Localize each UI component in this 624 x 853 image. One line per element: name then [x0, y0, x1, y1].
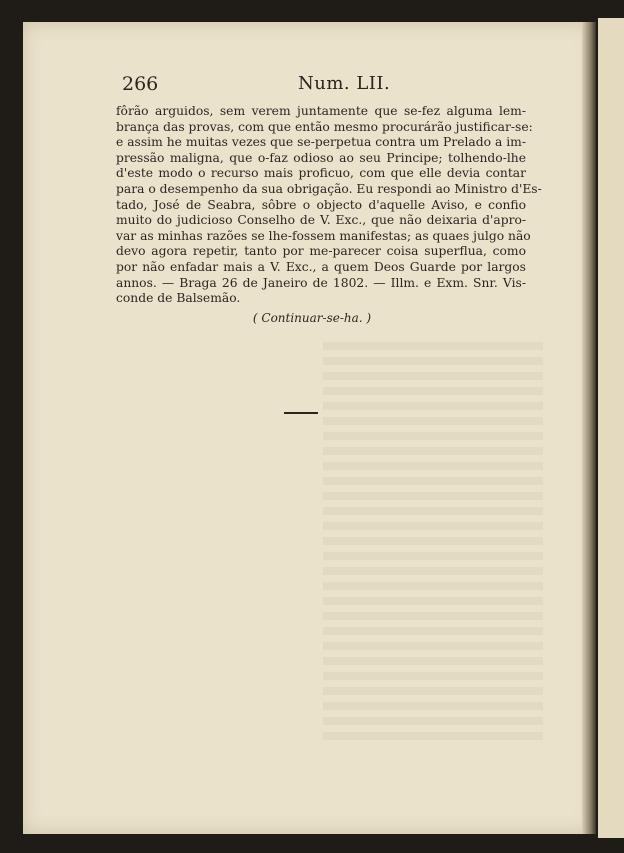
text-line: brança das provas, com que então mesmo procurárão justificar-se:	[116, 119, 533, 134]
show-through-text	[323, 342, 543, 742]
text-line: tado, José de Seabra, sôbre o objecto d'aquelle Aviso, e confio	[116, 197, 526, 212]
text-line: pressão maligna, que o-faz odioso ao seu Principe; tolhendo-lhe	[116, 150, 526, 165]
text-line: conde de Balsemão.	[116, 291, 241, 306]
facing-page-edge	[598, 18, 624, 838]
section-rule	[284, 412, 318, 414]
text-line: d'este modo o recurso mais proficuo, com que elle devia contar	[116, 166, 526, 181]
body-paragraph	[116, 104, 542, 307]
text-line: para o desempenho da sua obrigação. Eu respondi ao Ministro d'Es-	[116, 181, 542, 196]
text-line: e assim he muitas vezes que se-perpetua contra um Prelado a im-	[116, 135, 526, 150]
text-line: annos. — Braga 26 de Janeiro de 1802. — Illm. e Exm. Snr. Vis-	[116, 275, 526, 290]
page-gutter	[582, 22, 596, 834]
page-number: 266	[122, 73, 159, 95]
text-line: var as minhas razões se lhe-fossem manifestas; as quaes julgo não	[116, 228, 531, 243]
page-header-title: Num. LII.	[298, 73, 391, 94]
text-line: devo agora repetir, tanto por me-parecer coisa superflua, como	[116, 244, 526, 259]
text-line: muito do judicioso Conselho de V. Exc., que não deixaria d'apro-	[116, 213, 526, 228]
continuation-note: ( Continuar-se-ha. )	[252, 311, 372, 325]
text-line: fôrão arguidos, sem verem juntamente que se-fez alguma lem-	[116, 104, 526, 118]
text-line: por não enfadar mais a V. Exc., a quem Deos Guarde por largos	[116, 259, 526, 274]
